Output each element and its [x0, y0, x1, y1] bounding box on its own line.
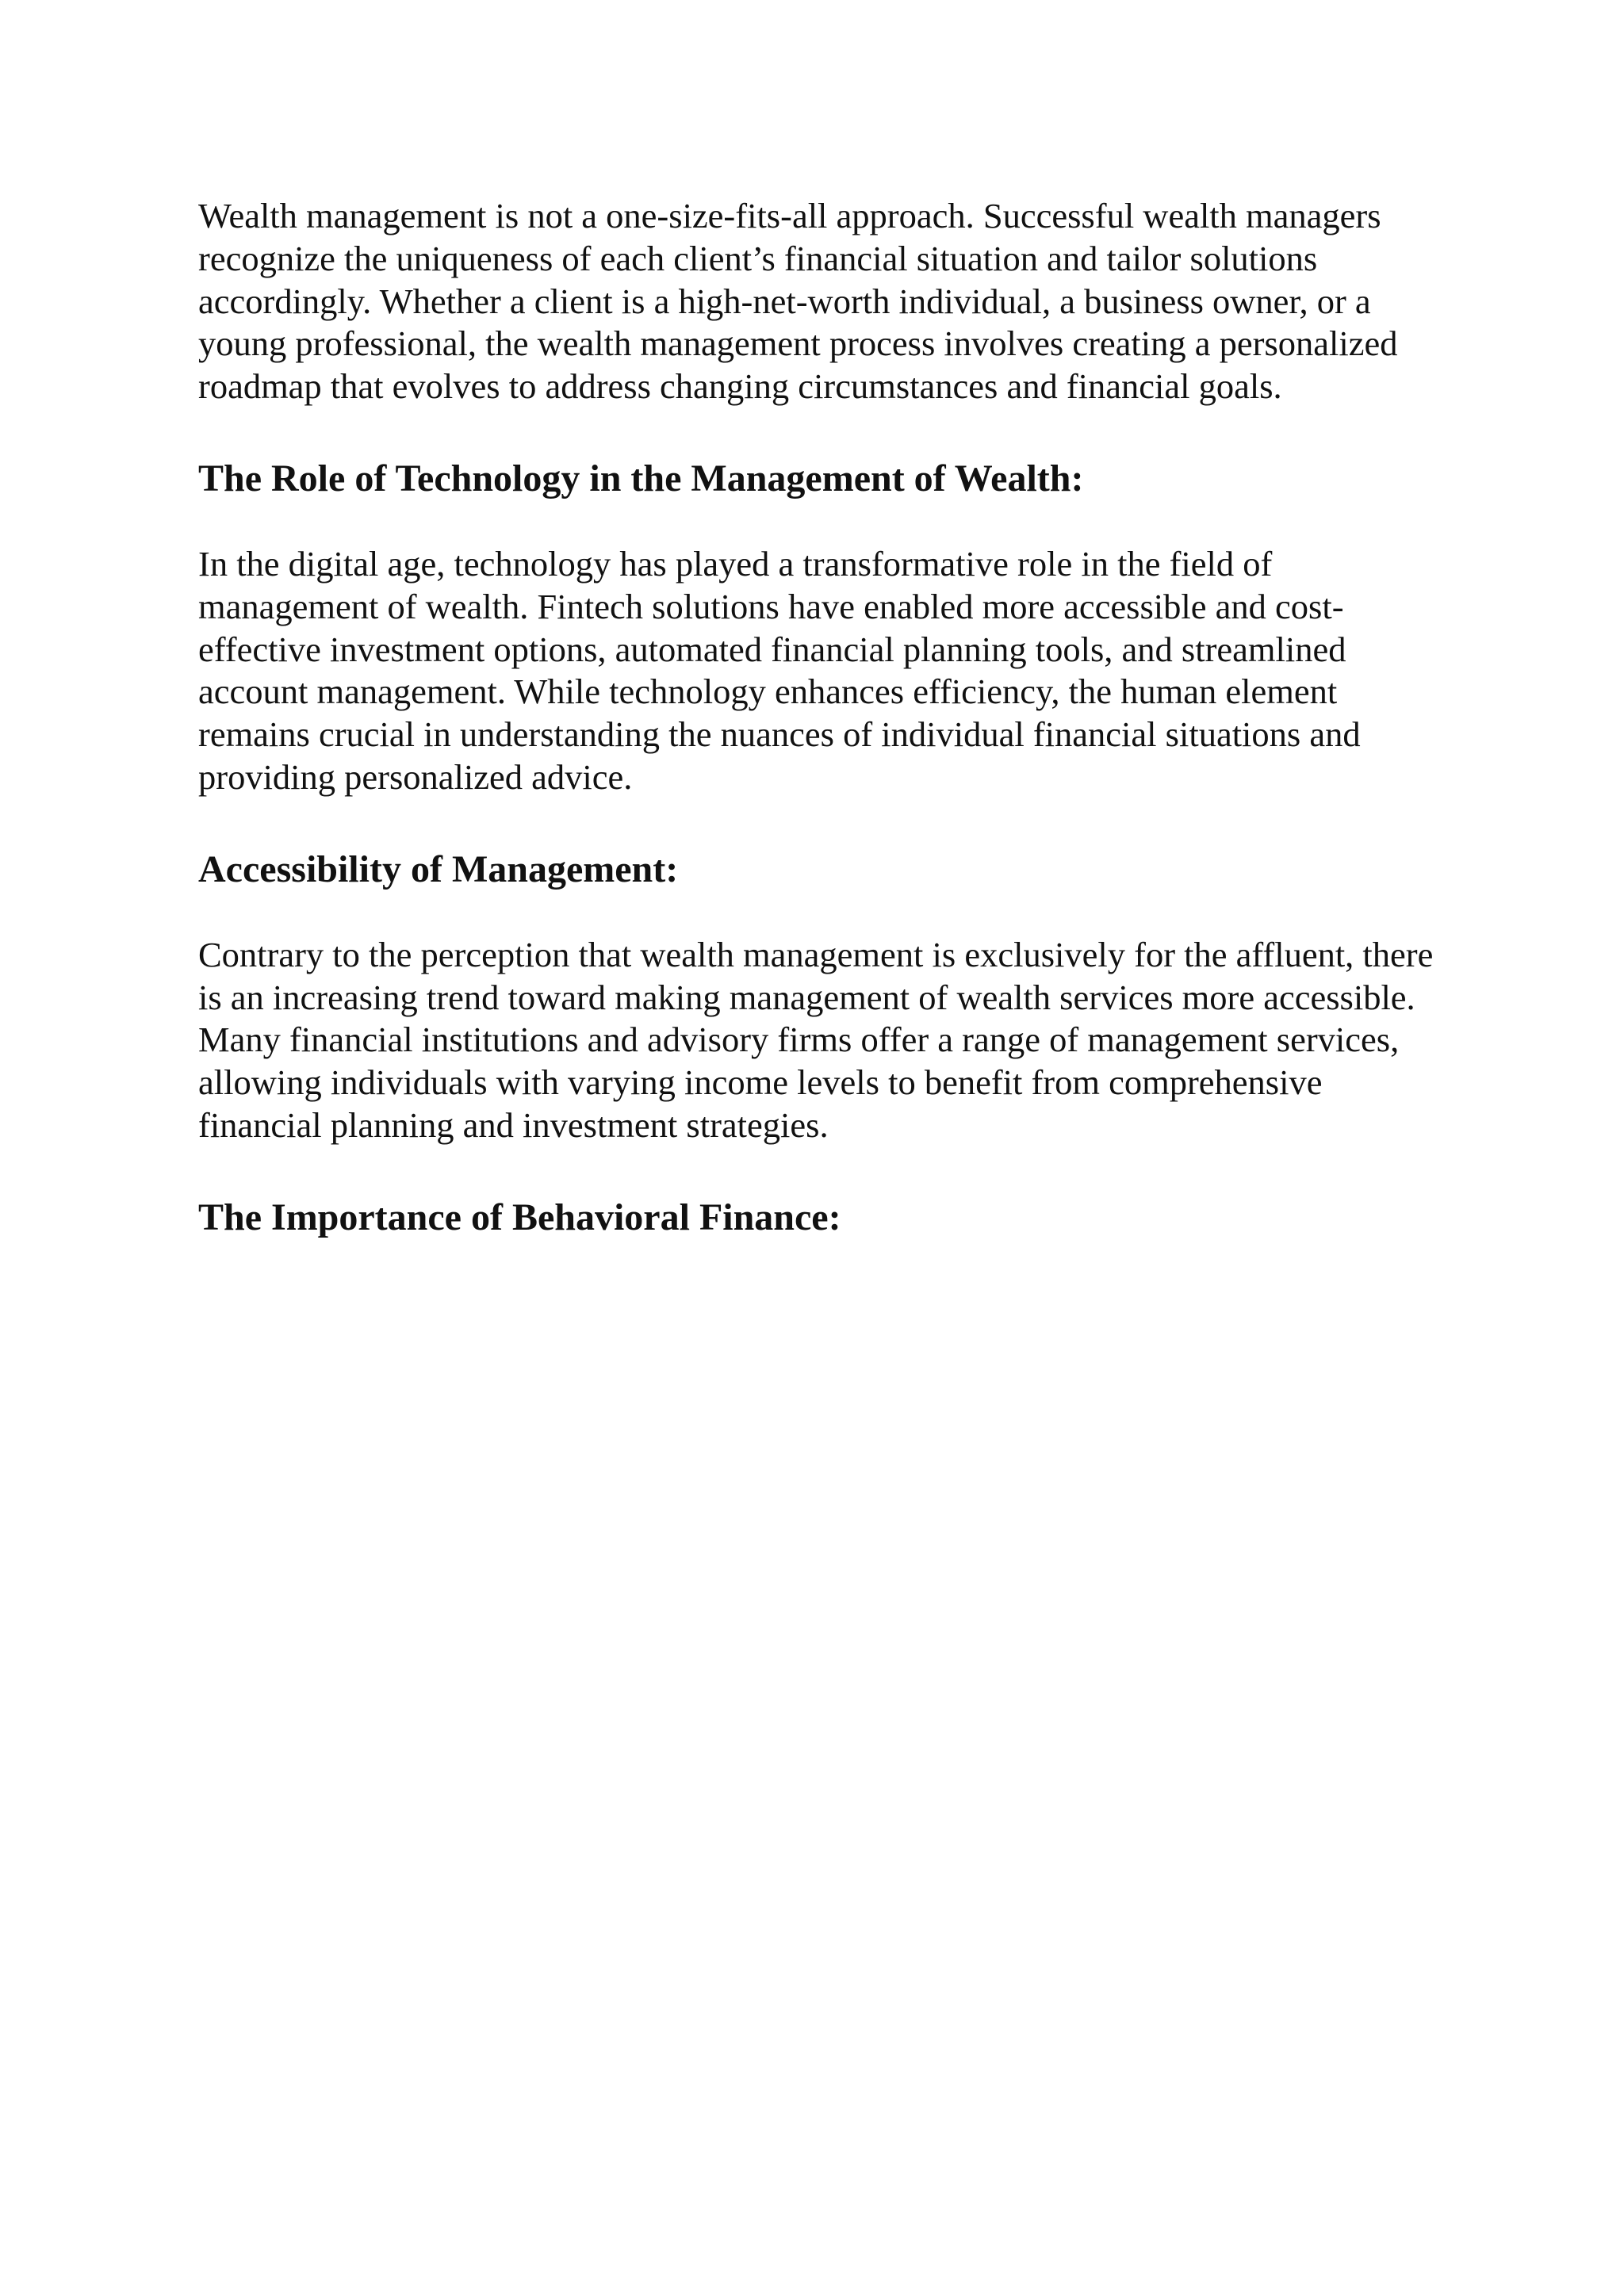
section-heading-behavioral-finance: The Importance of Behavioral Finance: [198, 1196, 841, 1238]
spacer [198, 502, 1435, 543]
document-body [198, 195, 1435, 1241]
intro-paragraph: Wealth management is not a one-size-fits-all approach. Successful wealth managers recognize the uniqueness of each client’s financial situation and tailor solutions accordingly. Whether a client is a high-net-worth individual, a business owner, or a young professional, the wealth management process involves creating a personalized roadmap that evolves to address changing circumstances and financial goals. [198, 196, 1398, 407]
section-body-technology: In the digital age, technology has played a transformative role in the field of management of wealth. Fintech solutions have enabled more accessible and cost-effective investment options, automated financial planning tools, and streamlined account management. While technology enhances efficiency, the human element remains crucial in understanding the nuances of individual financial situations and providing personalized advice. [198, 543, 1361, 797]
section-body-accessibility: Contrary to the perception that wealth management is exclusively for the affluent, there is an increasing trend toward making management of wealth services more accessible. Many financial institutions and advisory firms offer a range of management services, allowing individuals with varying income levels to benefit from comprehensive financial planning and investment strategies. [198, 934, 1434, 1145]
section-heading-technology: The Role of Technology in the Management of Wealth: [198, 457, 1084, 499]
spacer [198, 799, 1435, 847]
section-heading-accessibility: Accessibility of Management: [198, 848, 679, 890]
spacer [198, 408, 1435, 456]
spacer [198, 1147, 1435, 1195]
spacer [198, 893, 1435, 934]
